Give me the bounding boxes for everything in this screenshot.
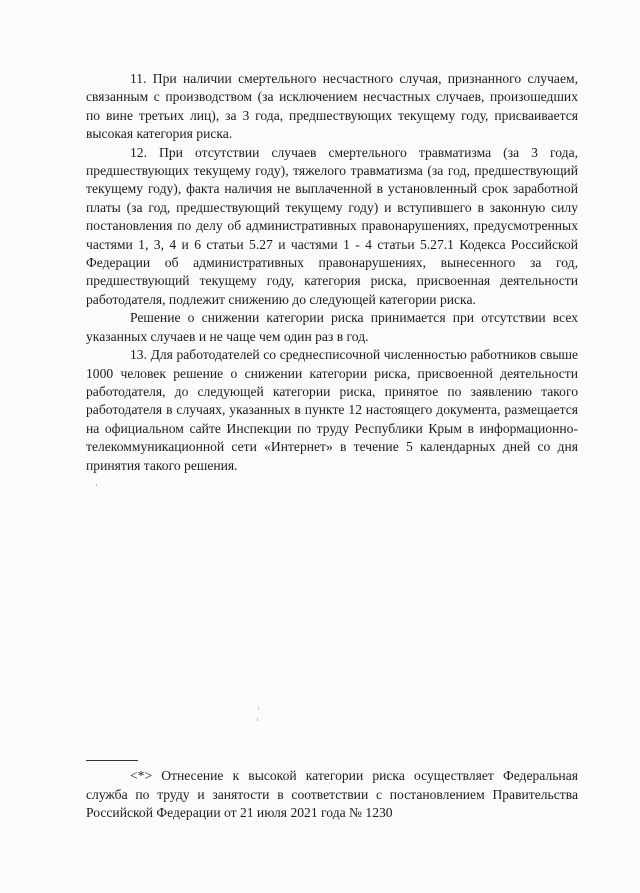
scan-speck — [96, 484, 97, 486]
paragraph-13: 13. Для работодателей со среднесписочной численностью работников свыше 1000 человек решение о снижении категории риска, присвоенной деятельности работодателя, до следующей категории риска, принятое по заявлению такого работодателя в случаях, указанных в пункте 12 настоящего документа, размещается на официальном сайте Инспекции по труду Республики Крым в информационно-телекоммуникационной сети «Интернет» в течение 5 календарных дней со дня принятия такого решения. — [86, 347, 578, 473]
body-text — [86, 70, 578, 475]
paragraph-risk-decision: Решение о снижении категории риска принимается при отсутствии всех указанных случаев и не чаще чем один раз в год. — [86, 310, 578, 344]
paragraph-11: 11. При наличии смертельного несчастного случая, признанного случаем, связанным с производством (за исключением несчастных случаев, произошедших по вине третьих лиц), за 3 года, предшествующих текущему году, присваивается высокая категория риска. — [86, 71, 578, 142]
footnote-separator — [86, 760, 138, 761]
paragraph-12: 12. При отсутствии случаев смертельного травматизма (за 3 года, предшествующих текущему году), тяжелого травматизма (за год, предшествующий текущему году), факта наличия не выплаченной в установленный срок заработной платы (за год, предшествующий текущему году) и вступившего в законную силу постановления по делу об административных правонарушениях, предусмотренных частями 1, 3, 4 и 6 статьи 5.27 и частями 1 - 4 статьи 5.27.1 Кодекса Российской Федерации об административных правонарушениях, вынесенного за год, предшествующий текущему году, категория риска, присвоенная деятельности работодателя, подлежит снижению до следующей категории риска. — [86, 144, 578, 307]
footnote-text: <*> Отнесение к высокой категории риска осуществляет Федеральная служба по труду и занятости в соответствии с постановлением Правительства Российской Федерации от 21 июля 2021 года № 1230 — [86, 768, 578, 821]
scan-speck — [258, 707, 259, 710]
footnote — [86, 767, 578, 823]
scan-speck — [257, 718, 258, 721]
